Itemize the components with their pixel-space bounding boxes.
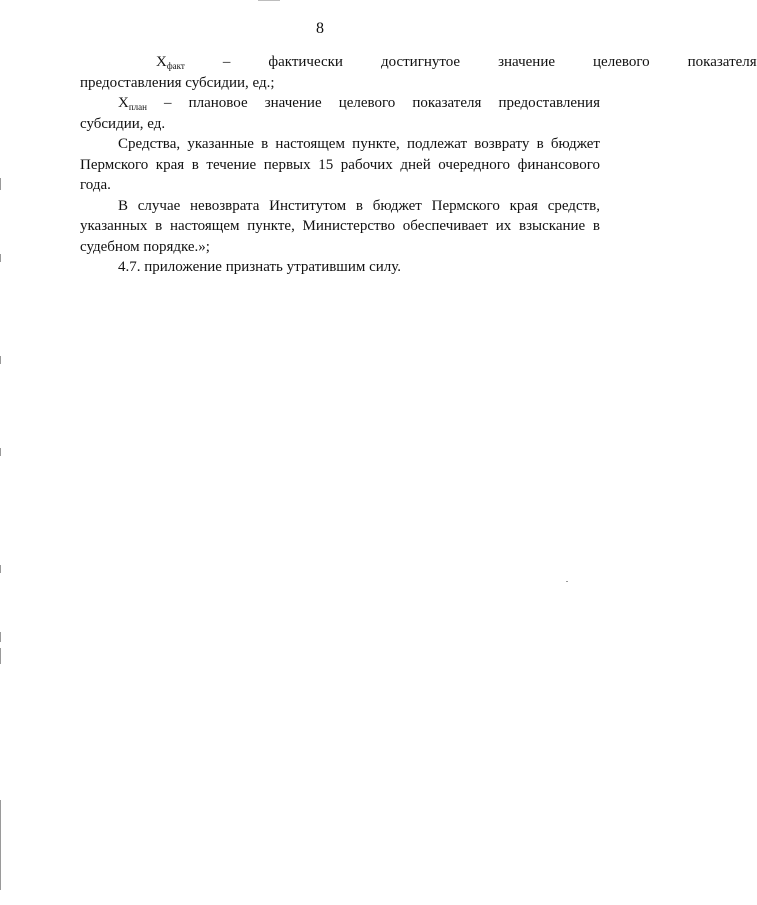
scan-left-edge-mark — [0, 356, 1, 364]
word: показателя — [687, 54, 757, 70]
scan-left-edge-mark — [0, 800, 1, 890]
paragraph-x-plan-line1 — [80, 93, 600, 114]
word: показателя — [412, 95, 482, 111]
word: – — [164, 95, 172, 111]
word: целевого — [338, 95, 396, 111]
word: плановое — [188, 95, 248, 111]
paragraph-item-4-7: 4.7. приложение признать утратившим силу. — [118, 259, 402, 275]
scan-left-edge-mark — [0, 178, 1, 190]
paragraph-refund-funds: Средства, указанные в настоящем пункте, подлежат возврату в бюджет Пермского края в течение первых 15 рабочих дней очередного финансового года. — [80, 136, 600, 193]
paragraph-non-refund: В случае невозврата Институтом в бюджет Пермского края средств, указанных в настоящем пункте, Министерство обеспечивает их взыскание в судебном порядке.»; — [80, 197, 600, 255]
paragraph-x-fact-line2: предоставления субсидии, ед.; — [80, 74, 275, 91]
variable-x-plan: $X_{план}$ — [118, 95, 147, 112]
scan-speck — [566, 581, 568, 582]
scan-left-edge-mark — [0, 632, 1, 642]
word: достигнутое — [380, 54, 461, 70]
document-body — [80, 52, 757, 278]
scan-left-edge-mark — [0, 648, 1, 664]
scan-left-edge-mark — [0, 448, 1, 456]
word: – — [222, 54, 231, 70]
word: предоставления — [498, 95, 600, 111]
scan-left-edge-mark — [0, 254, 1, 262]
word: значение — [264, 95, 322, 111]
word: значение — [498, 54, 556, 70]
scan-left-edge-mark — [0, 565, 1, 573]
word: фактически — [268, 54, 343, 70]
page-number: 8 — [316, 20, 324, 37]
word: целевого — [593, 54, 650, 70]
paragraph-x-fact-line1 — [80, 52, 757, 73]
variable-x-fact: $X_{факт}$ — [156, 54, 185, 71]
paragraph-x-plan-line2: субсидии, ед. — [80, 115, 166, 132]
scan-top-edge-mark — [258, 0, 280, 1]
